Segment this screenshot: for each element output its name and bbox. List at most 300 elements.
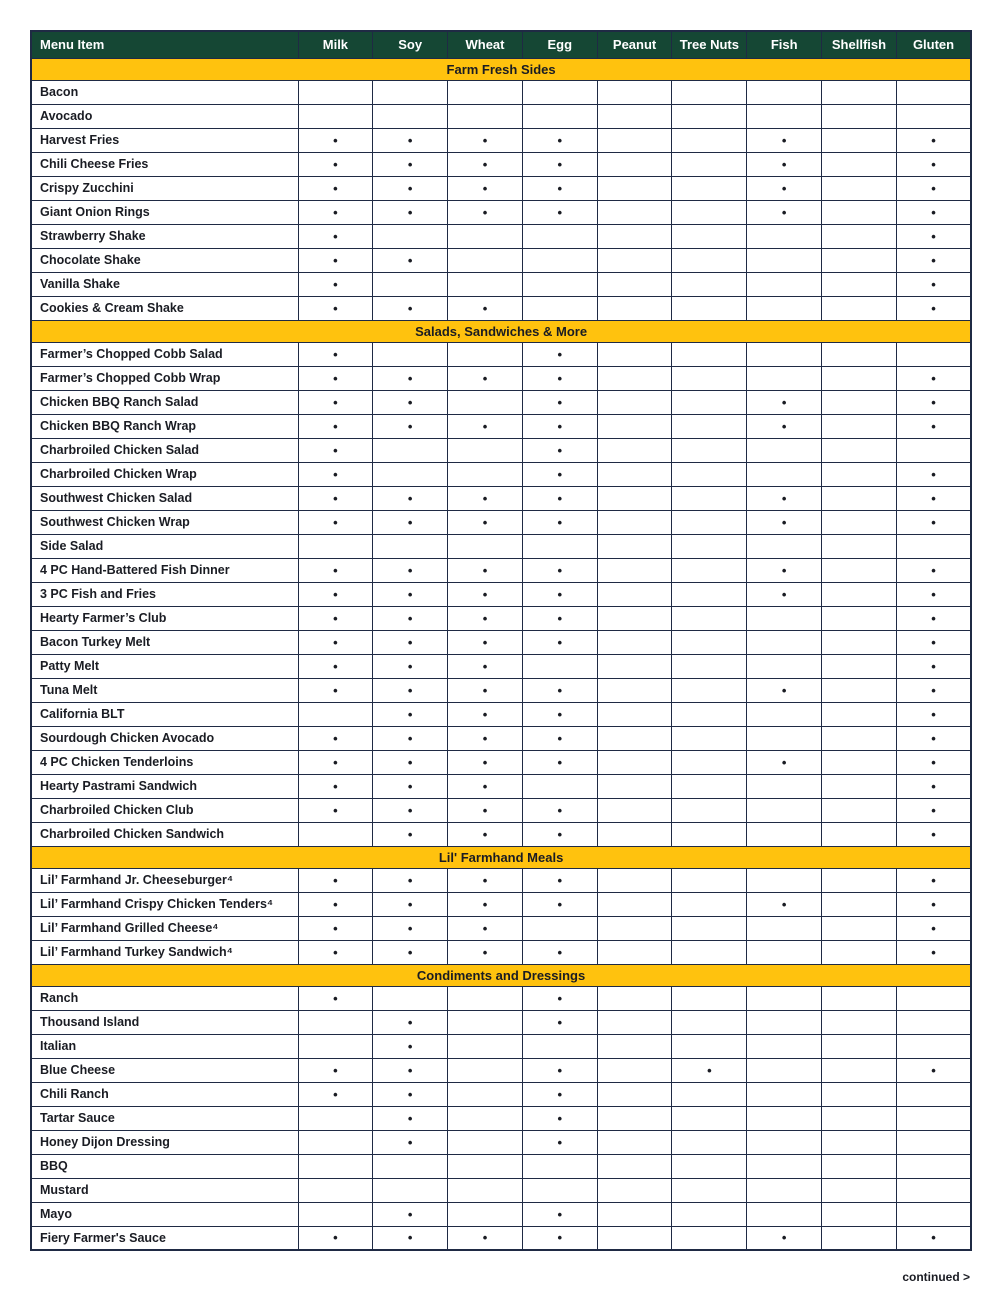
allergen-dot-gluten: • bbox=[896, 606, 971, 630]
allergen-empty-cell bbox=[522, 1034, 597, 1058]
allergen-empty-cell bbox=[597, 128, 672, 152]
allergen-empty-cell bbox=[672, 462, 747, 486]
allergen-dot-soy: • bbox=[373, 940, 448, 964]
allergen-empty-cell bbox=[597, 606, 672, 630]
allergen-dot-egg: • bbox=[522, 128, 597, 152]
allergen-empty-cell bbox=[896, 104, 971, 128]
allergen-empty-cell bbox=[822, 582, 897, 606]
allergen-empty-cell bbox=[822, 1202, 897, 1226]
allergen-empty-cell bbox=[672, 342, 747, 366]
menu-item-name: Charbroiled Chicken Wrap bbox=[31, 462, 298, 486]
allergen-dot-soy: • bbox=[373, 1010, 448, 1034]
menu-item-row bbox=[31, 678, 971, 702]
allergen-dot-gluten: • bbox=[896, 486, 971, 510]
allergen-empty-cell bbox=[597, 774, 672, 798]
allergen-dot-egg: • bbox=[522, 940, 597, 964]
allergen-empty-cell bbox=[373, 534, 448, 558]
allergen-dot-milk: • bbox=[298, 892, 373, 916]
allergen-dot-milk: • bbox=[298, 414, 373, 438]
allergen-dot-wheat: • bbox=[448, 678, 523, 702]
header-row bbox=[31, 31, 971, 58]
allergen-dot-milk: • bbox=[298, 248, 373, 272]
menu-item-row bbox=[31, 462, 971, 486]
allergen-empty-cell bbox=[822, 510, 897, 534]
allergen-empty-cell bbox=[672, 1178, 747, 1202]
allergen-empty-cell bbox=[747, 822, 822, 846]
allergen-dot-milk: • bbox=[298, 486, 373, 510]
allergen-dot-soy: • bbox=[373, 414, 448, 438]
section-row-salads-sandwiches-more bbox=[31, 320, 971, 342]
menu-item-row bbox=[31, 486, 971, 510]
allergen-dot-egg: • bbox=[522, 1058, 597, 1082]
allergen-dot-soy: • bbox=[373, 486, 448, 510]
allergen-empty-cell bbox=[672, 272, 747, 296]
allergen-empty-cell bbox=[448, 462, 523, 486]
allergen-dot-wheat: • bbox=[448, 822, 523, 846]
menu-item-name: Mustard bbox=[31, 1178, 298, 1202]
menu-item-name: Farmer’s Chopped Cobb Salad bbox=[31, 342, 298, 366]
allergen-empty-cell bbox=[822, 534, 897, 558]
menu-item-row bbox=[31, 1178, 971, 1202]
allergen-dot-egg: • bbox=[522, 678, 597, 702]
allergen-dot-soy: • bbox=[373, 1058, 448, 1082]
allergen-empty-cell bbox=[448, 986, 523, 1010]
allergen-dot-milk: • bbox=[298, 462, 373, 486]
allergen-dot-fish: • bbox=[747, 510, 822, 534]
menu-item-row bbox=[31, 1154, 971, 1178]
allergen-dot-gluten: • bbox=[896, 390, 971, 414]
allergen-dot-milk: • bbox=[298, 916, 373, 940]
allergen-empty-cell bbox=[672, 104, 747, 128]
allergen-empty-cell bbox=[896, 438, 971, 462]
allergen-dot-soy: • bbox=[373, 678, 448, 702]
allergen-empty-cell bbox=[298, 822, 373, 846]
allergen-empty-cell bbox=[373, 272, 448, 296]
column-header-soy: Soy bbox=[373, 31, 448, 58]
allergen-dot-gluten: • bbox=[896, 296, 971, 320]
allergen-empty-cell bbox=[597, 750, 672, 774]
allergen-empty-cell bbox=[373, 342, 448, 366]
allergen-empty-cell bbox=[597, 248, 672, 272]
allergen-empty-cell bbox=[747, 630, 822, 654]
allergen-empty-cell bbox=[298, 1010, 373, 1034]
allergen-empty-cell bbox=[896, 342, 971, 366]
menu-item-row bbox=[31, 1202, 971, 1226]
allergen-empty-cell bbox=[448, 224, 523, 248]
allergen-empty-cell bbox=[822, 200, 897, 224]
allergen-empty-cell bbox=[597, 200, 672, 224]
allergen-dot-gluten: • bbox=[896, 774, 971, 798]
allergen-empty-cell bbox=[672, 510, 747, 534]
allergen-dot-egg: • bbox=[522, 606, 597, 630]
allergen-dot-gluten: • bbox=[896, 798, 971, 822]
allergen-empty-cell bbox=[448, 104, 523, 128]
allergen-dot-egg: • bbox=[522, 414, 597, 438]
menu-item-row bbox=[31, 80, 971, 104]
allergen-empty-cell bbox=[597, 1202, 672, 1226]
allergen-dot-wheat: • bbox=[448, 916, 523, 940]
allergen-empty-cell bbox=[822, 558, 897, 582]
menu-item-row bbox=[31, 916, 971, 940]
allergen-empty-cell bbox=[747, 1202, 822, 1226]
allergen-empty-cell bbox=[896, 1082, 971, 1106]
allergen-dot-milk: • bbox=[298, 774, 373, 798]
menu-item-name: Hearty Pastrami Sandwich bbox=[31, 774, 298, 798]
allergen-empty-cell bbox=[597, 916, 672, 940]
allergen-dot-wheat: • bbox=[448, 296, 523, 320]
allergen-empty-cell bbox=[597, 1226, 672, 1250]
menu-item-row bbox=[31, 1082, 971, 1106]
allergen-dot-gluten: • bbox=[896, 462, 971, 486]
section-row-farm-fresh-sides bbox=[31, 58, 971, 80]
allergen-dot-gluten: • bbox=[896, 582, 971, 606]
menu-item-row bbox=[31, 176, 971, 200]
allergen-dot-milk: • bbox=[298, 128, 373, 152]
allergen-dot-gluten: • bbox=[896, 1058, 971, 1082]
allergen-dot-milk: • bbox=[298, 678, 373, 702]
allergen-empty-cell bbox=[373, 1154, 448, 1178]
menu-item-name: Thousand Island bbox=[31, 1010, 298, 1034]
menu-item-row bbox=[31, 606, 971, 630]
allergen-empty-cell bbox=[448, 1106, 523, 1130]
allergen-empty-cell bbox=[597, 702, 672, 726]
allergen-dot-egg: • bbox=[522, 342, 597, 366]
allergen-dot-milk: • bbox=[298, 558, 373, 582]
allergen-dot-milk: • bbox=[298, 152, 373, 176]
allergen-empty-cell bbox=[822, 224, 897, 248]
allergen-dot-wheat: • bbox=[448, 128, 523, 152]
allergen-empty-cell bbox=[896, 1202, 971, 1226]
menu-item-name: California BLT bbox=[31, 702, 298, 726]
menu-item-row bbox=[31, 1226, 971, 1250]
allergen-dot-wheat: • bbox=[448, 414, 523, 438]
menu-item-name: Giant Onion Rings bbox=[31, 200, 298, 224]
allergen-empty-cell bbox=[672, 750, 747, 774]
allergen-empty-cell bbox=[597, 534, 672, 558]
allergen-empty-cell bbox=[373, 438, 448, 462]
allergen-empty-cell bbox=[822, 630, 897, 654]
allergen-dot-egg: • bbox=[522, 1082, 597, 1106]
menu-item-name: Chicken BBQ Ranch Wrap bbox=[31, 414, 298, 438]
column-header-shellfish: Shellfish bbox=[822, 31, 897, 58]
allergen-dot-wheat: • bbox=[448, 366, 523, 390]
allergen-empty-cell bbox=[822, 1058, 897, 1082]
allergen-dot-soy: • bbox=[373, 726, 448, 750]
allergen-empty-cell bbox=[672, 366, 747, 390]
allergen-dot-egg: • bbox=[522, 1106, 597, 1130]
allergen-empty-cell bbox=[448, 534, 523, 558]
allergen-dot-milk: • bbox=[298, 868, 373, 892]
menu-item-name: BBQ bbox=[31, 1154, 298, 1178]
allergen-empty-cell bbox=[672, 438, 747, 462]
allergen-dot-soy: • bbox=[373, 892, 448, 916]
allergen-dot-gluten: • bbox=[896, 224, 971, 248]
allergen-dot-egg: • bbox=[522, 892, 597, 916]
allergen-empty-cell bbox=[522, 916, 597, 940]
allergen-dot-fish: • bbox=[747, 892, 822, 916]
allergen-dot-gluten: • bbox=[896, 654, 971, 678]
allergen-empty-cell bbox=[672, 654, 747, 678]
allergen-empty-cell bbox=[747, 986, 822, 1010]
allergen-dot-milk: • bbox=[298, 390, 373, 414]
allergen-empty-cell bbox=[822, 414, 897, 438]
allergen-empty-cell bbox=[522, 248, 597, 272]
allergen-dot-wheat: • bbox=[448, 510, 523, 534]
allergen-empty-cell bbox=[747, 438, 822, 462]
allergen-empty-cell bbox=[747, 272, 822, 296]
menu-item-name: Hearty Farmer’s Club bbox=[31, 606, 298, 630]
menu-item-row bbox=[31, 1106, 971, 1130]
allergen-dot-fish: • bbox=[747, 486, 822, 510]
allergen-dot-fish: • bbox=[747, 414, 822, 438]
allergen-empty-cell bbox=[597, 272, 672, 296]
menu-item-name: Southwest Chicken Wrap bbox=[31, 510, 298, 534]
menu-item-name: Blue Cheese bbox=[31, 1058, 298, 1082]
allergen-empty-cell bbox=[672, 176, 747, 200]
allergen-empty-cell bbox=[822, 152, 897, 176]
allergen-dot-soy: • bbox=[373, 248, 448, 272]
allergen-empty-cell bbox=[597, 438, 672, 462]
menu-item-row bbox=[31, 342, 971, 366]
allergen-empty-cell bbox=[672, 798, 747, 822]
menu-item-row bbox=[31, 750, 971, 774]
allergen-dot-gluten: • bbox=[896, 414, 971, 438]
allergen-empty-cell bbox=[597, 80, 672, 104]
allergen-empty-cell bbox=[448, 272, 523, 296]
allergen-dot-wheat: • bbox=[448, 654, 523, 678]
section-title: Salads, Sandwiches & More bbox=[31, 320, 971, 342]
allergen-empty-cell bbox=[597, 390, 672, 414]
allergen-empty-cell bbox=[896, 986, 971, 1010]
allergen-dot-soy: • bbox=[373, 702, 448, 726]
allergen-dot-wheat: • bbox=[448, 486, 523, 510]
allergen-dot-fish: • bbox=[747, 1226, 822, 1250]
allergen-empty-cell bbox=[822, 80, 897, 104]
menu-item-name: Charbroiled Chicken Sandwich bbox=[31, 822, 298, 846]
allergen-empty-cell bbox=[747, 462, 822, 486]
menu-item-row bbox=[31, 798, 971, 822]
allergen-dot-wheat: • bbox=[448, 582, 523, 606]
allergen-empty-cell bbox=[896, 1154, 971, 1178]
allergen-empty-cell bbox=[448, 438, 523, 462]
allergen-empty-cell bbox=[822, 438, 897, 462]
allergen-empty-cell bbox=[448, 1034, 523, 1058]
allergen-dot-milk: • bbox=[298, 606, 373, 630]
allergen-dot-soy: • bbox=[373, 176, 448, 200]
allergen-empty-cell bbox=[747, 940, 822, 964]
allergen-dot-milk: • bbox=[298, 798, 373, 822]
allergen-empty-cell bbox=[672, 1202, 747, 1226]
allergen-empty-cell bbox=[373, 80, 448, 104]
allergen-dot-egg: • bbox=[522, 582, 597, 606]
menu-item-name: Fiery Farmer's Sauce bbox=[31, 1226, 298, 1250]
allergen-empty-cell bbox=[597, 1154, 672, 1178]
menu-item-name: Charbroiled Chicken Salad bbox=[31, 438, 298, 462]
allergen-empty-cell bbox=[896, 1010, 971, 1034]
allergen-empty-cell bbox=[672, 1010, 747, 1034]
allergen-empty-cell bbox=[597, 1082, 672, 1106]
allergen-dot-wheat: • bbox=[448, 702, 523, 726]
allergen-dot-gluten: • bbox=[896, 272, 971, 296]
allergen-dot-milk: • bbox=[298, 654, 373, 678]
section-row-lil-farmhand-meals bbox=[31, 846, 971, 868]
menu-item-name: Tartar Sauce bbox=[31, 1106, 298, 1130]
allergen-dot-fish: • bbox=[747, 390, 822, 414]
allergen-empty-cell bbox=[672, 1082, 747, 1106]
allergen-empty-cell bbox=[822, 1178, 897, 1202]
allergen-empty-cell bbox=[522, 80, 597, 104]
menu-item-row bbox=[31, 726, 971, 750]
allergen-empty-cell bbox=[747, 702, 822, 726]
allergen-empty-cell bbox=[597, 558, 672, 582]
allergen-dot-egg: • bbox=[522, 200, 597, 224]
allergen-dot-gluten: • bbox=[896, 366, 971, 390]
allergen-dot-soy: • bbox=[373, 128, 448, 152]
allergen-empty-cell bbox=[672, 224, 747, 248]
allergen-empty-cell bbox=[747, 606, 822, 630]
allergen-dot-egg: • bbox=[522, 702, 597, 726]
menu-item-row bbox=[31, 438, 971, 462]
allergen-empty-cell bbox=[298, 1178, 373, 1202]
allergen-empty-cell bbox=[747, 774, 822, 798]
allergen-empty-cell bbox=[597, 342, 672, 366]
menu-item-row bbox=[31, 366, 971, 390]
allergen-empty-cell bbox=[672, 678, 747, 702]
allergen-empty-cell bbox=[822, 1034, 897, 1058]
column-header-milk: Milk bbox=[298, 31, 373, 58]
section-title: Farm Fresh Sides bbox=[31, 58, 971, 80]
allergen-dot-egg: • bbox=[522, 510, 597, 534]
allergen-empty-cell bbox=[672, 1154, 747, 1178]
allergen-empty-cell bbox=[597, 868, 672, 892]
allergen-dot-tree-nuts: • bbox=[672, 1058, 747, 1082]
allergen-dot-egg: • bbox=[522, 152, 597, 176]
allergen-dot-milk: • bbox=[298, 272, 373, 296]
allergen-dot-fish: • bbox=[747, 128, 822, 152]
allergen-empty-cell bbox=[298, 1034, 373, 1058]
allergen-empty-cell bbox=[448, 1058, 523, 1082]
allergen-empty-cell bbox=[672, 534, 747, 558]
allergen-dot-soy: • bbox=[373, 868, 448, 892]
allergen-empty-cell bbox=[672, 892, 747, 916]
allergen-dot-egg: • bbox=[522, 798, 597, 822]
allergen-empty-cell bbox=[448, 1130, 523, 1154]
allergen-empty-cell bbox=[747, 1058, 822, 1082]
allergen-empty-cell bbox=[822, 750, 897, 774]
allergen-empty-cell bbox=[672, 200, 747, 224]
allergen-empty-cell bbox=[522, 296, 597, 320]
allergen-table bbox=[30, 30, 972, 1251]
menu-item-name: Chili Ranch bbox=[31, 1082, 298, 1106]
allergen-empty-cell bbox=[822, 1130, 897, 1154]
menu-item-row bbox=[31, 892, 971, 916]
allergen-empty-cell bbox=[822, 366, 897, 390]
menu-item-row bbox=[31, 104, 971, 128]
allergen-empty-cell bbox=[298, 534, 373, 558]
allergen-empty-cell bbox=[672, 1226, 747, 1250]
menu-item-row bbox=[31, 248, 971, 272]
allergen-empty-cell bbox=[747, 654, 822, 678]
allergen-empty-cell bbox=[822, 916, 897, 940]
allergen-empty-cell bbox=[672, 726, 747, 750]
allergen-dot-wheat: • bbox=[448, 868, 523, 892]
menu-item-name: Avocado bbox=[31, 104, 298, 128]
allergen-empty-cell bbox=[747, 1082, 822, 1106]
allergen-dot-soy: • bbox=[373, 558, 448, 582]
allergen-empty-cell bbox=[597, 1178, 672, 1202]
allergen-empty-cell bbox=[448, 390, 523, 414]
allergen-empty-cell bbox=[597, 1130, 672, 1154]
allergen-empty-cell bbox=[822, 606, 897, 630]
allergen-empty-cell bbox=[672, 606, 747, 630]
allergen-empty-cell bbox=[522, 654, 597, 678]
allergen-empty-cell bbox=[522, 224, 597, 248]
allergen-empty-cell bbox=[597, 296, 672, 320]
menu-item-name: Strawberry Shake bbox=[31, 224, 298, 248]
table-header bbox=[31, 31, 971, 58]
allergen-empty-cell bbox=[747, 868, 822, 892]
allergen-empty-cell bbox=[747, 104, 822, 128]
allergen-empty-cell bbox=[822, 296, 897, 320]
menu-item-row bbox=[31, 702, 971, 726]
allergen-empty-cell bbox=[373, 104, 448, 128]
allergen-dot-fish: • bbox=[747, 152, 822, 176]
allergen-dot-soy: • bbox=[373, 1226, 448, 1250]
allergen-empty-cell bbox=[373, 1178, 448, 1202]
allergen-empty-cell bbox=[672, 940, 747, 964]
allergen-empty-cell bbox=[298, 1154, 373, 1178]
allergen-empty-cell bbox=[747, 80, 822, 104]
menu-item-row bbox=[31, 868, 971, 892]
allergen-dot-egg: • bbox=[522, 750, 597, 774]
menu-item-name: Honey Dijon Dressing bbox=[31, 1130, 298, 1154]
menu-item-row bbox=[31, 822, 971, 846]
allergen-dot-soy: • bbox=[373, 152, 448, 176]
allergen-empty-cell bbox=[672, 774, 747, 798]
allergen-empty-cell bbox=[597, 366, 672, 390]
allergen-empty-cell bbox=[747, 366, 822, 390]
allergen-empty-cell bbox=[822, 104, 897, 128]
menu-item-row bbox=[31, 1034, 971, 1058]
allergen-dot-fish: • bbox=[747, 200, 822, 224]
allergen-dot-milk: • bbox=[298, 940, 373, 964]
allergen-dot-egg: • bbox=[522, 868, 597, 892]
allergen-dot-milk: • bbox=[298, 510, 373, 534]
allergen-empty-cell bbox=[822, 1154, 897, 1178]
allergen-empty-cell bbox=[448, 1178, 523, 1202]
menu-item-name: Side Salad bbox=[31, 534, 298, 558]
allergen-empty-cell bbox=[597, 1106, 672, 1130]
allergen-empty-cell bbox=[822, 272, 897, 296]
allergen-empty-cell bbox=[672, 916, 747, 940]
allergen-dot-soy: • bbox=[373, 750, 448, 774]
allergen-empty-cell bbox=[822, 774, 897, 798]
allergen-empty-cell bbox=[373, 462, 448, 486]
allergen-empty-cell bbox=[822, 868, 897, 892]
menu-item-name: Chocolate Shake bbox=[31, 248, 298, 272]
allergen-empty-cell bbox=[522, 104, 597, 128]
allergen-dot-egg: • bbox=[522, 366, 597, 390]
allergen-dot-milk: • bbox=[298, 200, 373, 224]
column-header-wheat: Wheat bbox=[448, 31, 523, 58]
allergen-empty-cell bbox=[896, 1106, 971, 1130]
allergen-empty-cell bbox=[672, 1130, 747, 1154]
allergen-empty-cell bbox=[822, 702, 897, 726]
allergen-empty-cell bbox=[298, 702, 373, 726]
allergen-empty-cell bbox=[822, 342, 897, 366]
allergen-dot-milk: • bbox=[298, 630, 373, 654]
allergen-empty-cell bbox=[747, 342, 822, 366]
